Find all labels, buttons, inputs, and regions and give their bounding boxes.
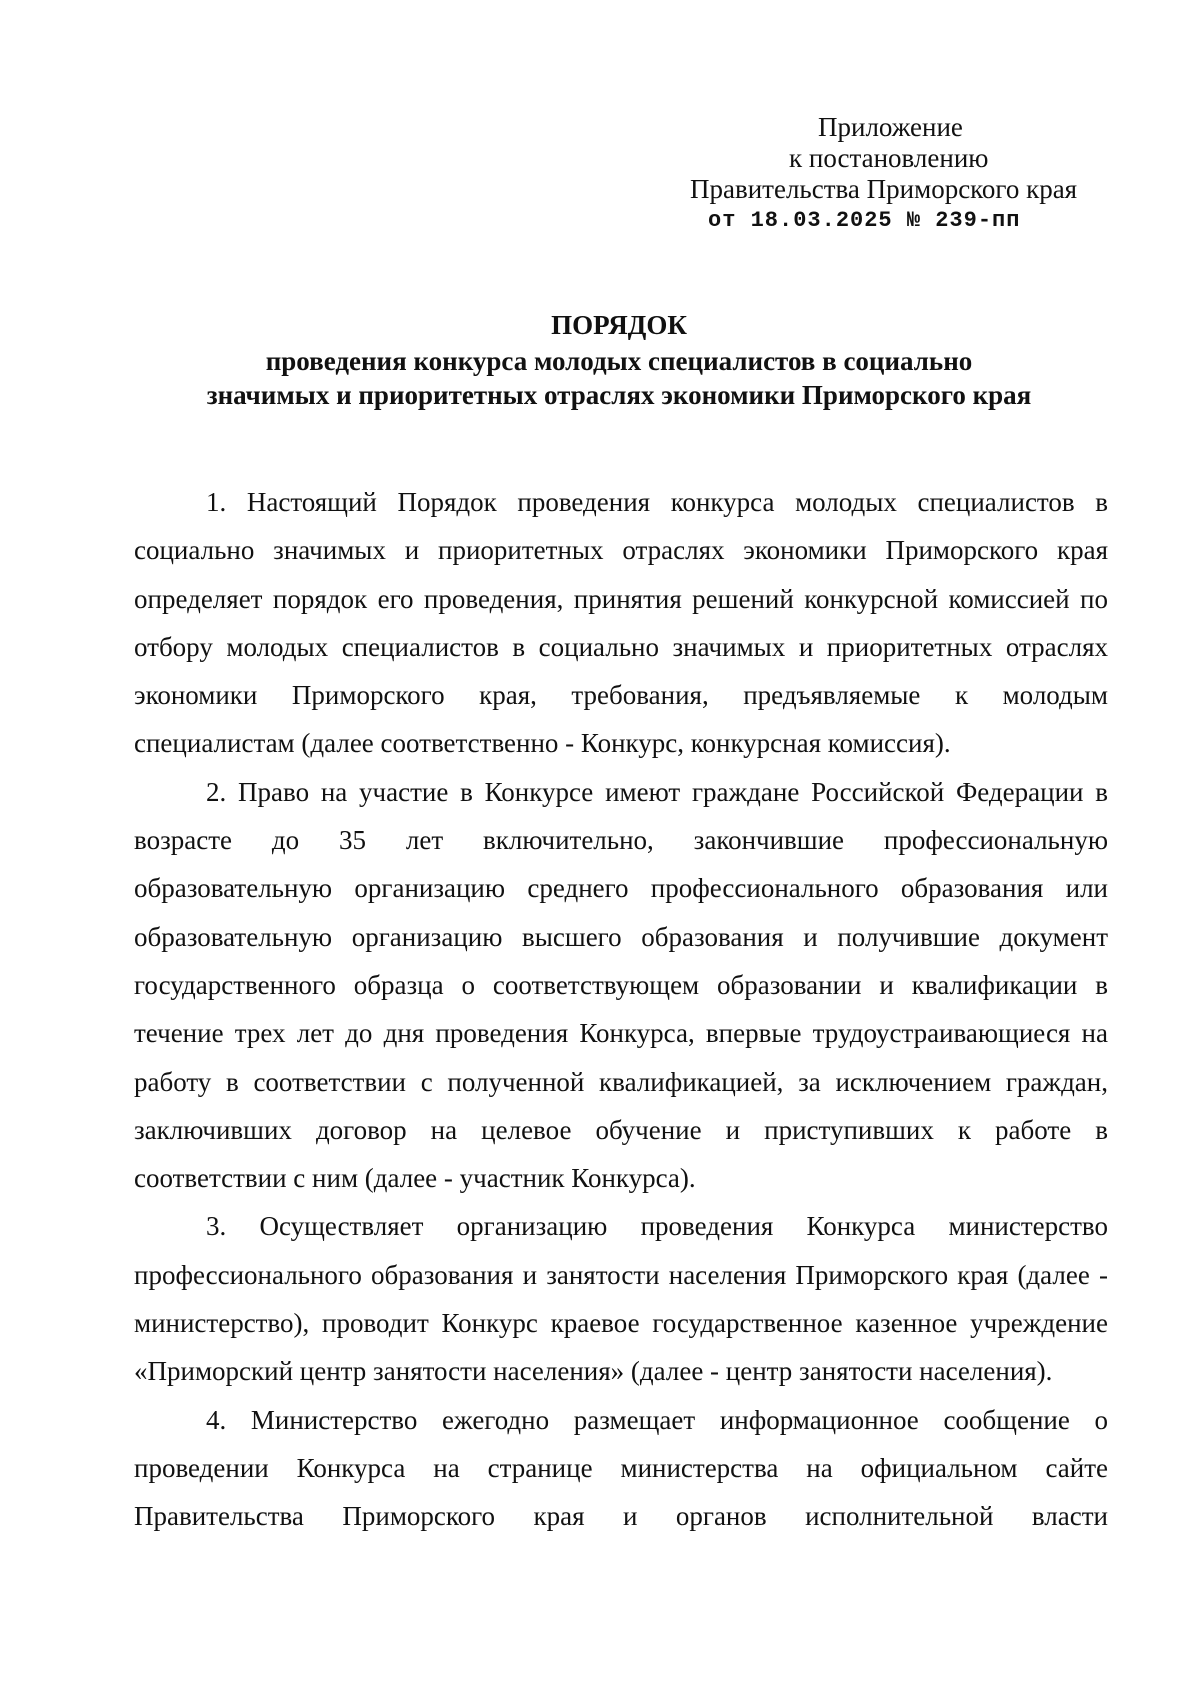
title-subtitle-line1: проведения конкурса молодых специалистов в социально [265,346,973,376]
paragraph-1: 1. Настоящий Порядок проведения конкурса молодых специалистов в социально значимых и приоритетных отраслях экономики Приморского края определяет порядок его проведения, принятия решений конкурсной комиссией по отбору молодых специалистов в социально значимых и приоритетных отраслях экономики Приморского края, требования, предъявляемые к молодым специалистам (далее соответственно - Конкурс, конкурсная комиссия). [134,487,1108,759]
appendix-authority: Правительства Приморского края [690,174,1078,204]
appendix-label: Приложение [818,112,963,142]
document-title [130,308,1108,412]
appendix-resolution-ref: к постановлению [789,143,989,173]
appendix-header [690,112,1110,236]
document-body [134,478,1108,1541]
title-main: ПОРЯДОК [551,310,687,340]
paragraph-3: 3. Осуществляет организацию проведения Конкурса министерство профессионального образования и занятости населения Приморского края (далее - министерство), проводит Конкурс краевое государственное казенное учреждение «Приморский центр занятости населения» (далее - центр занятости населения). [134,1211,1108,1387]
paragraph-4: 4. Министерство ежегодно размещает информационное сообщение о проведении Конкурса на странице министерства на официальном сайте Правительства Приморского края и органов исполнительной власти [134,1404,1108,1532]
title-subtitle-line2: значимых и приоритетных отраслях экономики Приморского края [206,380,1032,410]
appendix-date-number: от 18.03.2025 № 239-пп [708,208,1021,233]
paragraph-2: 2. Право на участие в Конкурсе имеют граждане Российской Федерации в возрасте до 35 лет включительно, закончившие профессиональную образовательную организацию среднего профессионального образования или образовательную организацию высшего образования и получившие документ государственного образца о соответствующем образовании и квалификации в течение трех лет до дня проведения Конкурса, впервые трудоустраивающиеся на работу в соответствии с полученной квалификацией, за исключением граждан, заключивших договор на целевое обучение и приступивших к работе в соответствии с ним (далее - участник Конкурса). [134,776,1108,1194]
